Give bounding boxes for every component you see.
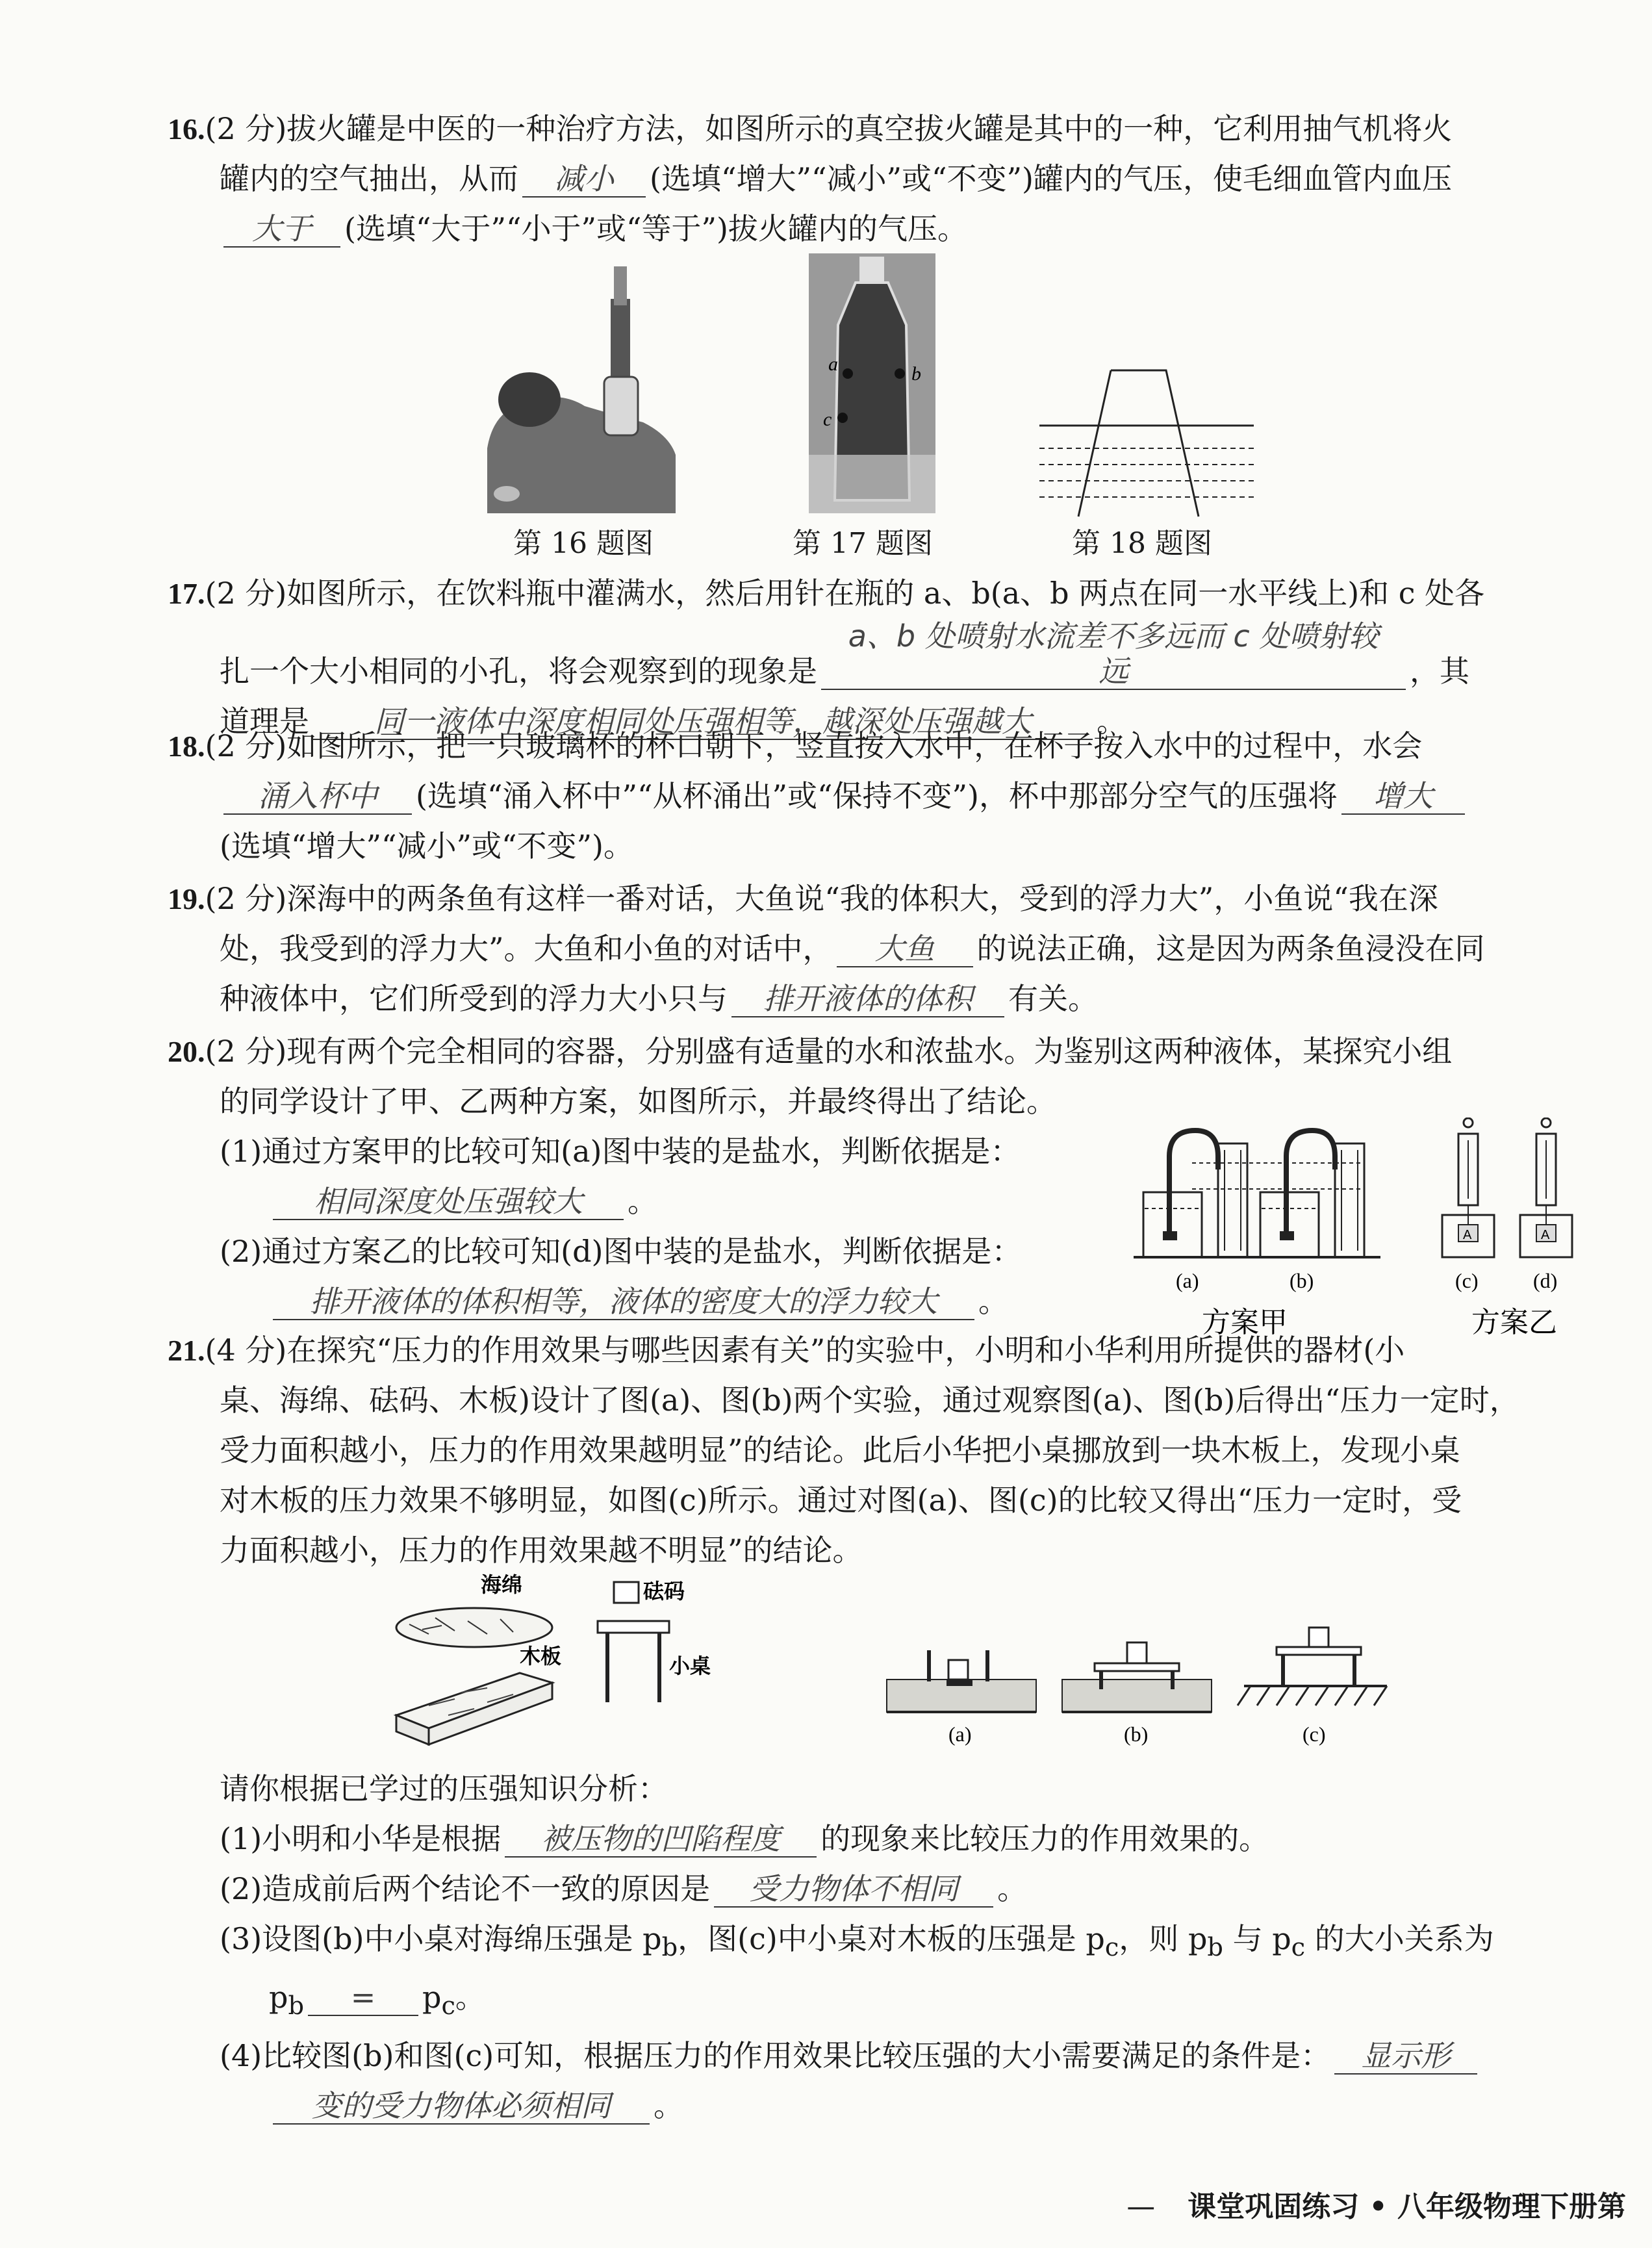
subscript: c [1291, 1933, 1306, 1963]
sub-figure-label: (a) [948, 1722, 972, 1746]
sub-figure-label: (b) [1124, 1722, 1149, 1746]
page-footer [1126, 2183, 1626, 2225]
answer-blank[interactable]: 增大 [1341, 778, 1465, 815]
question-text: 请你根据已学过的压强知识分析： [220, 1771, 668, 1806]
question-text: p [269, 1980, 288, 2015]
question-number: 21. [168, 1334, 205, 1367]
answer-blank[interactable]: 显示形 [1334, 2038, 1477, 2075]
answer-blank[interactable]: 同一液体中深度相同处压强相等，越深处压强越大 [313, 704, 1093, 740]
answer-blank[interactable]: 排开液体的体积相等，液体的密度大的浮力较大 [273, 1284, 974, 1320]
question-text: 道理是 [220, 704, 309, 739]
u-tube-manometer-a [1143, 1130, 1247, 1257]
question-text: 扎一个大小相同的小孔，将会观察到的现象是 [220, 654, 817, 689]
question-number: 19. [168, 882, 205, 915]
question-text: 的现象来比较压力的作用效果的。 [820, 1821, 1269, 1856]
question-text: (2 分)深海中的两条鱼有这样一番对话，大鱼说“我的体积大，受到的浮力大”，小鱼说“我在深 [205, 881, 1438, 916]
point-a-label: a [828, 353, 838, 375]
subscript: b [1207, 1933, 1223, 1963]
sponge-label: 海绵 [481, 1572, 523, 1597]
subscript: c [441, 1991, 455, 2021]
answer-blank[interactable]: 大于 [223, 211, 340, 248]
question-text: (选填“增大”“减小”或“不变”)罐内的气压，使毛细血管内血压 [650, 161, 1452, 196]
answer-blank[interactable]: a、b 处喷射水流差不多远而 c 处喷射较远 [821, 619, 1406, 690]
question-text: 有关。 [1008, 981, 1098, 1016]
answer-blank[interactable]: 相同深度处压强较大 [273, 1184, 624, 1220]
question-text: 。 [455, 1980, 485, 2015]
sub-figure-label: (c) [1303, 1722, 1326, 1746]
block-label: A [1463, 1228, 1472, 1242]
answer-blank[interactable]: 变的受力物体必须相同 [273, 2088, 650, 2125]
question-text: (2 分)拔火罐是中医的一种治疗方法，如图所示的真空拔火罐是其中的一种，它利用抽气机将火 [205, 111, 1453, 146]
question-text: (选填“大于”“小于”或“等于”)拔火罐内的气压。 [344, 211, 967, 246]
question-text: 受力面积越小，压力的作用效果越明显”的结论。此后小华把小桌挪放到一块木板上，发现小桌 [220, 1433, 1460, 1468]
question-number: 20. [168, 1035, 205, 1068]
plan-diagram [1130, 1118, 1585, 1345]
question-text: p [422, 1980, 442, 2015]
answer-blank[interactable]: 减小 [522, 161, 646, 198]
question-text: 的大小关系为 [1305, 1921, 1494, 1956]
answer-blank[interactable]: 排开液体的体积 [731, 981, 1004, 1017]
plan-a-label: 方案甲 [1202, 1306, 1288, 1339]
u-tube-manometer-b [1260, 1130, 1364, 1257]
point-c-label: c [823, 409, 832, 430]
answer-blank[interactable]: 涌入杯中 [223, 778, 412, 815]
experiment-b [1062, 1642, 1212, 1712]
weight-label: 砝码 [643, 1579, 685, 1603]
question-text: 。 [997, 1871, 1028, 1906]
answer-blank[interactable]: 受力物体不相同 [714, 1871, 993, 1908]
sub-figure-label: (b) [1290, 1269, 1314, 1292]
figure-caption: 第 16 题图 [513, 527, 654, 560]
cup-in-water-diagram [1033, 364, 1260, 520]
answer-blank[interactable]: = [308, 1980, 418, 2016]
plan-b-label: 方案乙 [1471, 1306, 1557, 1339]
subscript: c [1104, 1933, 1119, 1963]
point-b-label: b [911, 363, 921, 385]
question-text: 种液体中，它们所受到的浮力大小只与 [220, 981, 728, 1016]
footer-dash: — [1126, 2190, 1156, 2223]
question-number: 18. [168, 730, 205, 763]
question-text: ，其 [1410, 654, 1469, 689]
question-text: ，图(c)中小桌对木板的压强是 p [678, 1921, 1105, 1956]
spring-scale-d [1520, 1118, 1572, 1257]
question-text: (4 分)在探究“压力的作用效果与哪些因素有关”的实验中，小明和小华利用所提供的器材(小 [205, 1333, 1405, 1368]
question-number: 16. [168, 112, 205, 146]
question-text: 。 [654, 2088, 683, 2124]
question-21 [168, 1325, 1571, 1576]
experiment-a [887, 1650, 1036, 1712]
question-text: 罐内的空气抽出，从而 [220, 161, 518, 196]
answer-blank[interactable]: 大鱼 [837, 931, 973, 967]
question-text: (2 分)如图所示，把一只玻璃杯的杯口朝下，竖直按入水中，在杯子按入水中的过程中，水会 [205, 728, 1423, 763]
question-text: (4)比较图(b)和图(c)可知，根据压力的作用效果比较压强的大小需要满足的条件是： [220, 2038, 1331, 2074]
figure-caption: 第 17 题图 [793, 527, 933, 560]
question-text: (3)设图(b)中小桌对海绵压强是 p [220, 1921, 662, 1956]
sub-figure-label: (c) [1455, 1269, 1479, 1292]
answer-blank[interactable]: 被压物的凹陷程度 [505, 1821, 817, 1858]
question-text: 。 [1097, 704, 1126, 739]
question-18 [168, 721, 1571, 871]
experiment-c [1238, 1628, 1387, 1705]
block-label: A [1541, 1228, 1550, 1242]
question-16 [168, 104, 1571, 254]
apparatus-diagram [383, 1572, 773, 1754]
question-text: 的说法正确，这是因为两条鱼浸没在同 [976, 931, 1485, 966]
board-label: 木板 [520, 1644, 562, 1668]
question-text: 力面积越小，压力的作用效果越不明显”的结论。 [220, 1533, 863, 1568]
subscript: b [661, 1933, 678, 1963]
sub-figure-label: (d) [1533, 1269, 1558, 1292]
footer-title: 课堂巩固练习 • 八年级物理下册第 [1188, 2190, 1626, 2223]
question-text: (1)小明和小华是根据 [220, 1821, 502, 1856]
sub-figure-label: (a) [1176, 1269, 1199, 1292]
experiment-diagram [880, 1624, 1400, 1754]
cupping-photo [481, 260, 676, 513]
subscript: b [288, 1991, 304, 2021]
question-17 [168, 568, 1571, 747]
question-number: 17. [168, 577, 205, 610]
question-text: 的同学设计了甲、乙两种方案，如图所示，并最终得出了结论。 [220, 1084, 1056, 1119]
question-text: (2 分)如图所示，在饮料瓶中灌满水，然后用针在瓶的 a、b(a、b 两点在同一水平线上)和 c 处各 [205, 576, 1485, 611]
question-text: (选填“涌入杯中”“从杯涌出”或“保持不变”)，杯中那部分空气的压强将 [416, 778, 1338, 813]
figure-caption: 第 18 题图 [1072, 527, 1212, 560]
question-text: (1)通过方案甲的比较可知(a)图中装的是盐水，判断依据是： [220, 1134, 1021, 1169]
question-text: (2)通过方案乙的比较可知(d)图中装的是盐水，判断依据是： [220, 1234, 1022, 1269]
spring-scale-c [1442, 1118, 1494, 1257]
bottle-photo [809, 253, 935, 513]
question-text: 桌、海绵、砝码、木板)设计了图(a)、图(b)两个实验，通过观察图(a)、图(b)后得出“压力一定时， [220, 1383, 1519, 1418]
question-21-analysis [168, 1764, 1571, 2131]
question-text: ，则 p [1119, 1921, 1208, 1956]
question-text: (2 分)现有两个完全相同的容器，分别盛有适量的水和浓盐水。为鉴别这两种液体，某探究小组 [205, 1034, 1453, 1069]
question-text: 处，我受到的浮力大”。大鱼和小鱼的对话中， [220, 931, 833, 966]
question-text: (选填“增大”“减小”或“不变”)。 [220, 828, 633, 863]
question-19 [168, 874, 1571, 1024]
table-label: 小桌 [669, 1654, 711, 1678]
question-text: 。 [628, 1184, 657, 1219]
question-text: (2)造成前后两个结论不一致的原因是 [220, 1871, 711, 1906]
question-text: 。 [978, 1284, 1008, 1319]
question-text: 与 p [1223, 1921, 1291, 1956]
question-text: 对木板的压力效果不够明显，如图(c)所示。通过对图(a)、图(c)的比较又得出“压力一定时，受 [220, 1483, 1462, 1518]
